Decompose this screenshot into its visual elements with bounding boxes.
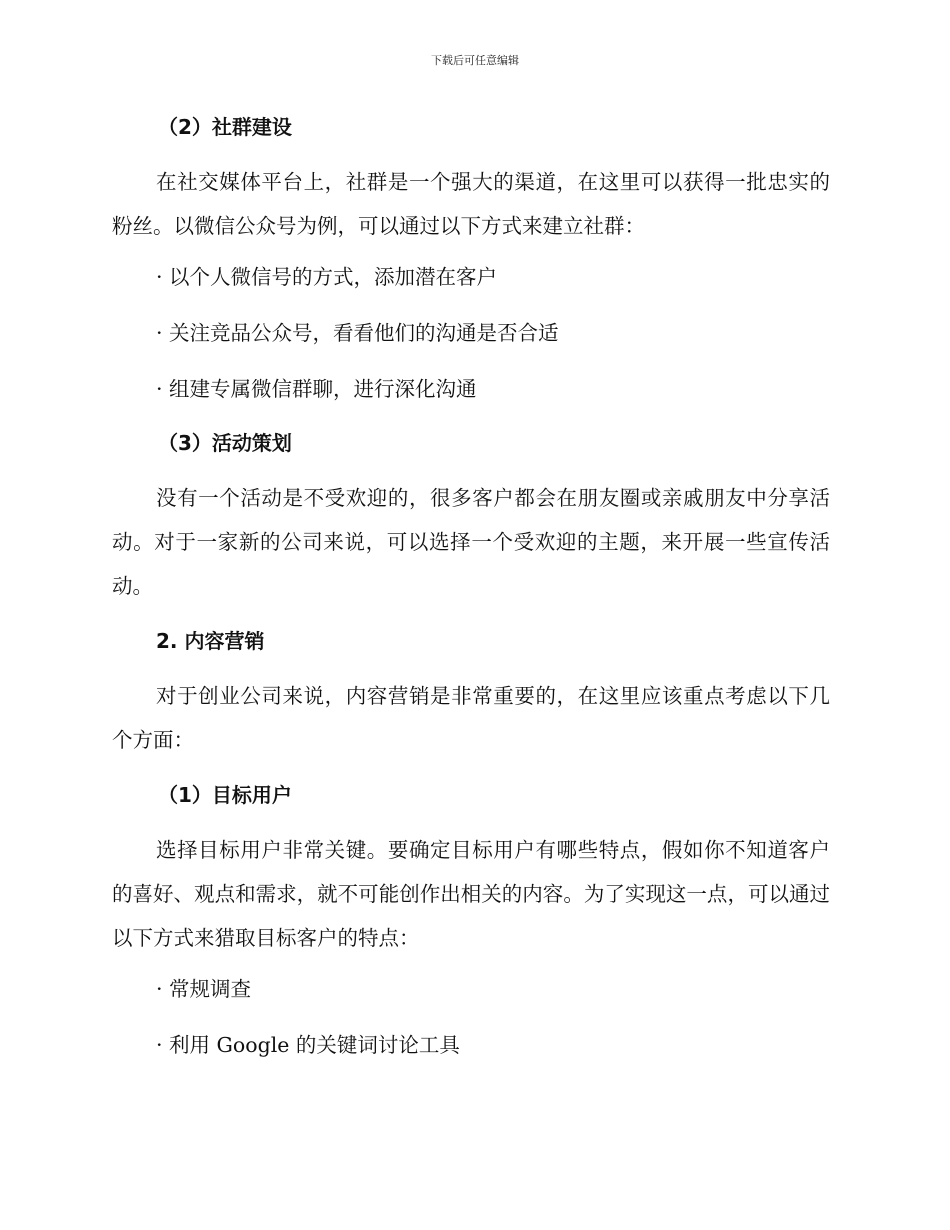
section-heading-community: （2）社群建设 xyxy=(158,115,292,139)
page-header: 下载后可任意编辑 xyxy=(431,54,519,67)
bullet-item-target-2: · 利用 Google 的关键词讨论工具 xyxy=(156,1033,460,1057)
bullet-item-community-2: · 关注竞品公众号，看看他们的沟通是否合适 xyxy=(156,321,559,345)
bullet-item-community-3: · 组建专属微信群聊，进行深化沟通 xyxy=(156,377,477,401)
bullet-item-community-1: · 以个人微信号的方式，添加潜在客户 xyxy=(156,265,498,289)
section-heading-target-users: （1）目标用户 xyxy=(158,783,292,807)
paragraph-event: 没有一个活动是不受欢迎的，很多客户都会在朋友圈或亲戚朋友中分享活动。对于一家新的公司来说，可以选择一个受欢迎的主题，来开展一些宣传活动。 xyxy=(112,486,830,598)
paragraph-community: 在社交媒体平台上，社群是一个强大的渠道，在这里可以获得一批忠实的粉丝。以微信公众号为例，可以通过以下方式来建立社群： xyxy=(112,170,830,238)
paragraph-content-marketing: 对于创业公司来说，内容营销是非常重要的，在这里应该重点考虑以下几个方面： xyxy=(112,684,830,752)
bullet-item-target-1: · 常规调查 xyxy=(156,977,252,1001)
paragraph-target-users: 选择目标用户非常关键。要确定目标用户有哪些特点，假如你不知道客户的喜好、观点和需求，就不可能创作出相关的内容。为了实现这一点，可以通过以下方式来猎取目标客户的特点： xyxy=(112,838,830,950)
section-heading-event: （3）活动策划 xyxy=(158,431,292,455)
document-body xyxy=(112,108,830,1060)
section-heading-content-marketing: 2. 内容营销 xyxy=(156,629,265,653)
